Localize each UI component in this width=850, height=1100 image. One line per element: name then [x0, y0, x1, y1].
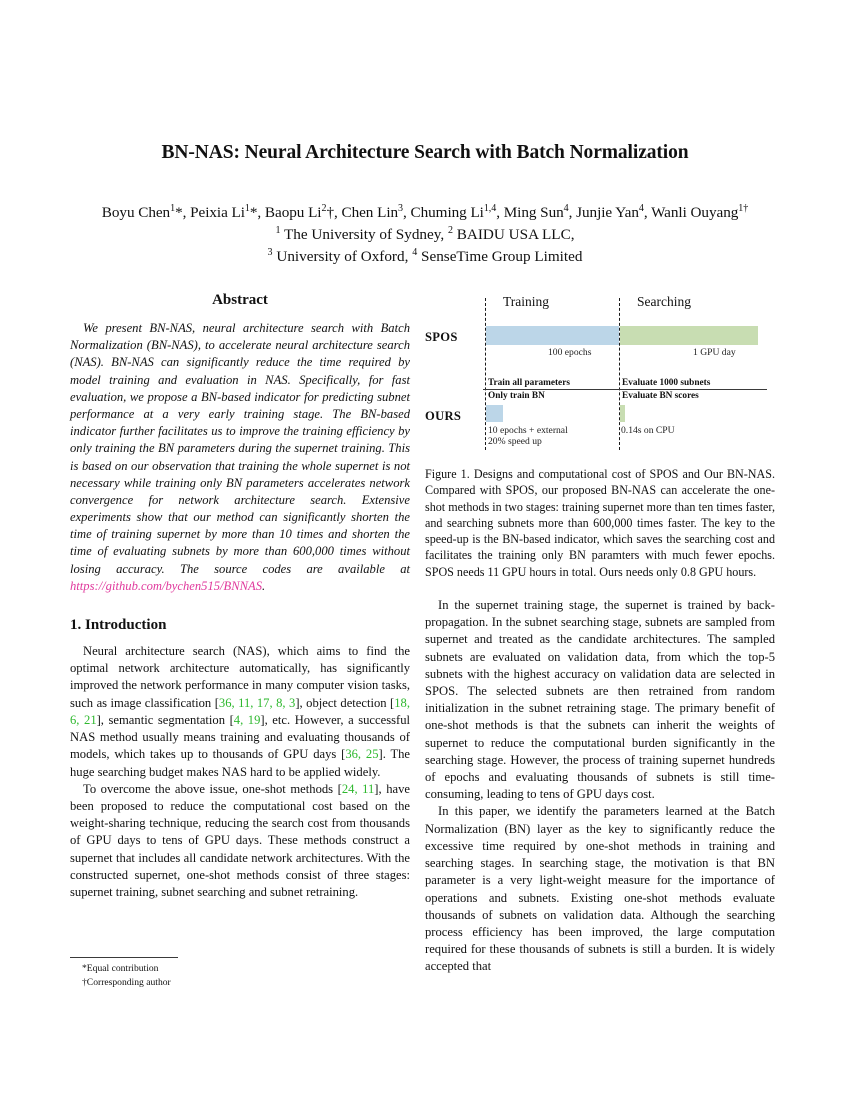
figure-text-evaluate-1000-subnets: Evaluate 1000 subnets — [622, 378, 711, 388]
title-block — [70, 140, 780, 267]
intro-p2-seg1: To overcome the above issue, one-shot methods [ — [83, 781, 342, 796]
figure-note-014s-cpu: 0.14s on CPU — [621, 425, 675, 436]
intro-p1-seg1: Neural architecture search (NAS), which aims to find the optimal network architecture automatically, has significantly improved the network performance in many computer vision tasks, such as image classification [ — [70, 644, 410, 710]
author-superscript: 1 — [170, 203, 176, 215]
figure-row-label-ours: OURS — [425, 409, 462, 423]
citation-group[interactable]: 36, 25 — [345, 747, 379, 762]
section-heading-introduction: 1. Introduction — [70, 617, 167, 633]
figure-stage-label-training: Training — [503, 294, 550, 309]
citation-group[interactable]: 36, 11, 17, 8, 3 — [218, 695, 296, 710]
figure-row-label-spos: SPOS — [425, 330, 458, 344]
right-column-body — [425, 597, 775, 976]
figure-1-caption: Figure 1. Designs and computational cost of SPOS and Our BN-NAS. Compared with SPOS, our proposed BN-NAS can accelerate the one-shot methods in two stages: training supernet more than ten times faster, and searching subnets more than 600,000 times faster. The key to the speed-up is the BN-based indicator, which saves the searching cost and facilitates the training only BN paramters with much fewer epochs. SPOS needs 11 GPU hours in total. Ours needs only 0.8 GPU hours. — [425, 467, 775, 579]
citation-group[interactable]: 18, 6, 21 — [70, 695, 410, 727]
footnote-divider — [70, 957, 178, 958]
author-superscript: 1,4 — [483, 203, 497, 215]
right-column — [425, 292, 775, 976]
figure-bar-spos-searching — [620, 326, 758, 345]
figure-text-evaluate-bn-scores: Evaluate BN scores — [622, 391, 699, 401]
authors-line: Boyu Chen$^1$*, Peixia Li$^1$*, Baopu Li$^2$†, Chen Lin$^3$, Chuming Li$^{1,4}$, Ming Sun$^4$, Junjie Yan$^4$, Wanli Ouyang$^{1\dagger}$ — [101, 203, 749, 222]
page-title: BN-NAS: Neural Architecture Search with Batch Normalization — [161, 142, 689, 163]
footnote-corresponding-author: †Corresponding author — [82, 976, 171, 988]
intro-p2-seg2: ], have been proposed to reduce the computational cost based on the weight-sharing technique, reducing the search cost from thousands of GPU days to tens of GPU days. These methods construct a supernet that includes all candidate network architectures. With the constructed supernet, one-shot methods consist of three stages: supernet training, subnet searching and subnet retraining. — [70, 781, 410, 900]
figure-stage-label-searching: Searching — [637, 294, 691, 309]
figure-text-train-all-parameters: Train all parameters — [488, 378, 570, 388]
intro-paragraph-2 — [70, 781, 410, 902]
author-superscript: 4 — [638, 203, 644, 215]
abstract-text-end: . — [262, 578, 266, 593]
affiliation-superscript: 1 — [275, 224, 281, 236]
intro-p1-seg4: ], etc. However, a successful NAS method usually means training and evaluating thousands of models, which takes up to thousands of GPU days [ — [70, 712, 410, 762]
affiliation-superscript: 2 — [447, 224, 453, 236]
affiliation-line-1: $^1$ The University of Sydney, $^2$ BAIDU USA LLC, — [275, 224, 575, 243]
figure-note-10-epochs: 10 epochs + external — [488, 425, 568, 436]
footnote-block — [70, 957, 410, 990]
intro-p1-seg2: ], object detection [ — [295, 695, 395, 710]
figure-note-20-speedup: 20% speed up — [488, 436, 542, 447]
figure-divider-left — [485, 298, 486, 450]
left-column — [70, 292, 410, 901]
intro-p1-seg3: ], semantic segmentation [ — [96, 712, 234, 727]
abstract-heading: Abstract — [212, 292, 268, 308]
affiliation-superscript: 3 — [267, 246, 273, 258]
figure-middle-divider — [483, 389, 767, 390]
figure-bar-ours-training — [486, 405, 503, 422]
github-link[interactable]: https://github.com/bychen515/BNNAS — [70, 578, 263, 593]
intro-paragraph-1 — [70, 643, 410, 781]
citation-group[interactable]: 4, 19 — [233, 712, 261, 727]
intro-p1-seg5: ]. The huge searching budget makes NAS hard to be applied widely. — [70, 747, 411, 779]
citation-group[interactable]: 24, 11 — [341, 781, 375, 796]
right-paragraph-2: In this paper, we identify the parameters learned at the Batch Normalization (BN) layer as the key to significantly reduce the excessive time required by one-shot methods in training and searching stages. In searching stage, the motivation is that BN parameter is a very light-weight measure for the importance of operations and subnets. Existing one-shot methods evaluate thousands of subnets on validation data. Although the searching process efficiency has been improved, the large computation required for these thousands of subnets is still a burden. It is widely accepted that — [425, 804, 775, 974]
author-superscript: 4 — [563, 203, 569, 215]
figure-1-diagram — [425, 292, 775, 464]
author-superscript: 1 — [244, 203, 250, 215]
right-paragraph-1: In the supernet training stage, the supernet is trained by back-propagation. In the subnet searching stage, subnets are sampled from supernet and treated as the candidate architectures. The sampled subnets are evaluated on validation data, from which the top-5 subnets with the highest accuracy on validation data are selected in SPOS. The selected subnets are then retrained from random initialization in the subnet retraining stage. The primary benefit of one-shot methods is that the subnets can inherit the weights of supernet to reduce the computational burden significantly in the searching stage. However, the process of training supernet hundreds of epochs and evaluating thousands of subnets is still time-consuming, leading to tens of GPU days cost. — [425, 597, 775, 802]
figure-bar-spos-training — [486, 326, 619, 345]
figure-text-only-train-bn: Only train BN — [488, 391, 545, 401]
footnote-equal-contribution: *Equal contribution — [82, 963, 159, 974]
figure-note-1-gpu-day: 1 GPU day — [693, 347, 736, 358]
author-superscript: 3 — [398, 203, 404, 215]
affiliation-line-2: $^3$ University of Oxford, $^4$ SenseTime Group Limited — [267, 246, 583, 265]
affiliation-superscript: 4 — [412, 246, 418, 258]
author-superscript: 1† — [738, 203, 749, 215]
author-superscript: 2 — [321, 203, 327, 215]
figure-note-100-epochs: 100 epochs — [548, 347, 592, 358]
abstract-text — [70, 320, 410, 595]
figure-divider-right — [619, 298, 620, 450]
abstract-text-main: We present BN-NAS, neural architecture search with Batch Normalization (BN-NAS), to accelerate neural architecture search (NAS). BN-NAS can significantly reduce the time required by model training and evaluation in NAS. Specifically, for fast evaluation, we propose a BN-based indicator for predicting subnet performance at a very early training stage. The BN-based indicator further facilitates us to improve the training efficiency by only training the BN parameters during the supernet training. This is based on our observation that training the whole supernet is not necessary while training only BN parameters accelerates network convergence for network architecture search. Extensive experiments show that our method can significantly shorten the time of training supernet by more than 10 times and shorten the time of evaluating subnets by more than 600,000 times without losing accuracy. The source codes are available at — [70, 321, 410, 576]
figure-bar-ours-searching — [620, 405, 625, 422]
